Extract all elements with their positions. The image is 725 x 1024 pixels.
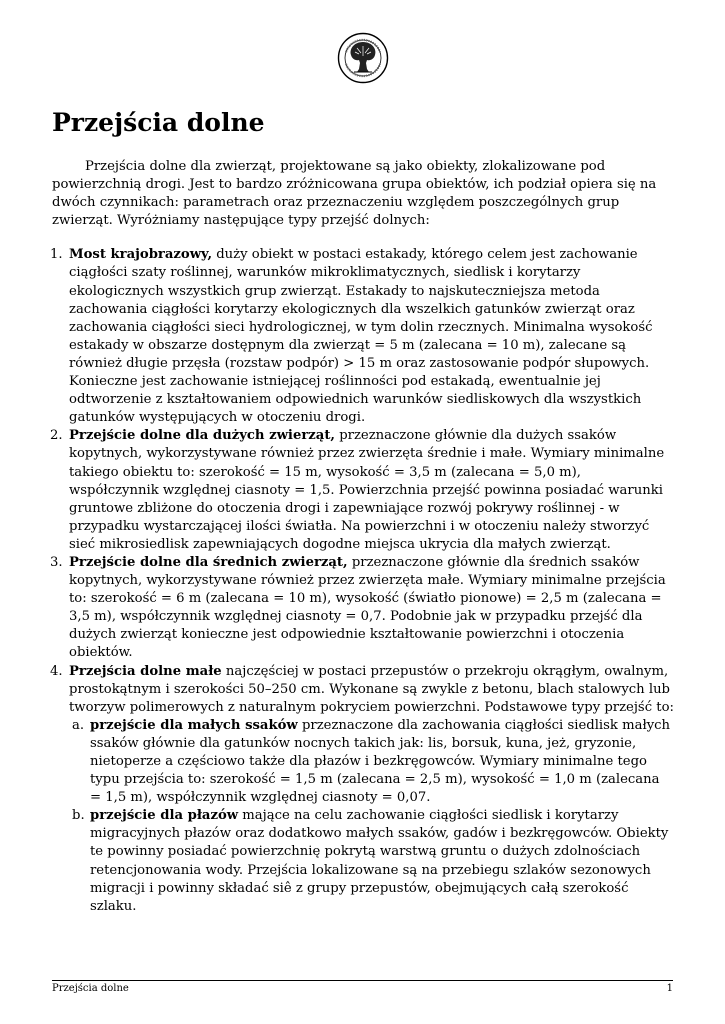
- tree-seal-icon: [337, 32, 389, 84]
- document-body: [52, 158, 674, 916]
- small-underpass-sublist: [69, 717, 674, 916]
- list-item-term: Przejścia dolne małe: [69, 663, 222, 679]
- sublist-item-term: przejście dla płazów: [90, 808, 239, 824]
- underpass-types-list: [52, 246, 674, 915]
- list-item-term: Przejście dolne dla średnich zwierząt,: [69, 554, 348, 570]
- list-item-term: Most krajobrazowy,: [69, 247, 213, 263]
- sublist-item-letter: a.: [72, 717, 85, 733]
- sublist-item: [69, 807, 674, 916]
- list-item-number: 2.: [50, 428, 63, 444]
- institution-seal-logo: [337, 32, 389, 84]
- list-item: [52, 663, 674, 916]
- sublist-item-text: przeznaczone dla zachowania ciągłości siedlisk małych ssaków głównie dla gatunków nocnych takich jak: lis, borsuk, kuna, jeż, gryzonie, nietoperze a częściowo także dla płazów i bezkręgowców. Wymiary minimalne tego typu przejścia to: szerokość = 1,5 m (zalecana = 2,5 m), wysokość = 1,0 m (zalecana = 1,5 m), współczynnik względnej ciasnoty = 0,07.: [90, 717, 671, 806]
- page-title: Przejścia dolne: [52, 108, 265, 137]
- intro-paragraph: Przejścia dolne dla zwierząt, projektowane są jako obiekty, zlokalizowane pod powierzchnią drogi. Jest to bardzo zróżnicowana grupa obiektów, ich podział opiera się na dwóch czynnikach: parametrach oraz przeznaczeniu względem poszczególnych grup zwierząt. Wyróżniamy następujące typy przejść dolnych:: [52, 159, 657, 229]
- footer-page-number: 1: [666, 983, 673, 994]
- sublist-item-letter: b.: [72, 808, 85, 824]
- footer-title: Przejścia dolne: [52, 983, 129, 994]
- list-item: [52, 427, 674, 554]
- list-item-text: przeznaczone głównie dla średnich ssaków kopytnych, wykorzystywane również przez zwierzęta małe. Wymiary minimalne przejścia to: szerokość = 6 m (zalecana = 10 m), wysokość (światło pionowe) = 2,5 m (zalecana = 3,5 m), współczynnik względnej ciasnoty = 0,7. Podobnie jak w przypadku przejść dla dużych zwierząt konieczne jest odpowiednie kształtowanie powierzchni i otoczenia obiektów.: [69, 554, 666, 661]
- sublist-item-text: mające na celu zachowanie ciągłości siedlisk i korytarzy migracyjnych płazów oraz dodatkowo małych ssaków, gadów i bezkręgowców. Obiekty te powinny posiadać powierzchnię pokrytą warstwą gruntu o dużych zdolnościach retencjonowania wody. Przejścia lokalizowane są na przebiegu szlaków sezonowych migracji i powinny składać siê z grupy przepustów, obejmujących całą szerokość szlaku.: [90, 808, 669, 914]
- list-item-text: przeznaczone głównie dla dużych ssaków kopytnych, wykorzystywane również przez zwierzęta średnie i małe. Wymiary minimalne takiego obiektu to: szerokość = 15 m, wysokość = 3,5 m (zalecana = 5,0 m), współczynnik względnej ciasnoty = 1,5. Powierzchnia przejść powinna posiadać warunki gruntowe zbliżone do otoczenia drogi i zapewniające rozwój pokrywy roślinnej - w przypadku wystarczającej ilości światła. Na powierzchni i w otoczeniu należy stworzyć sieć mikrosiedlisk zapewniających dogodne miejsca ukrycia dla małych zwierząt.: [69, 428, 665, 552]
- list-item: [52, 554, 674, 663]
- list-item-text: duży obiekt w postaci estakady, którego celem jest zachowanie ciągłości szaty roślinnej, warunków mikroklimatycznych, siedlisk i korytarzy ekologicznych wszystkich grup zwierząt. Estakady to najskuteczniejsza metoda zachowania ciągłości korytarzy ekologicznych dla wszelkich gatunków zwierząt oraz zachowania ciągłości sieci hydrologicznej, w tym dolin rzecznych. Minimalna wysokość estakady w obszarze dostępnym dla zwierząt = 5 m (zalecana = 10 m), zalecane są również długie przęsła (rozstaw podpór) > 15 m oraz zastosowanie podpór słupowych. Konieczne jest zachowanie istniejącej roślinności pod estakadą, ewentualnie jej odtworzenie z kształtowaniem odpowiednich warunków siedliskowych dla wszystkich gatunków występujących w otoczeniu drogi.: [69, 247, 653, 426]
- sublist-item: [69, 717, 674, 807]
- list-item-number: 1.: [50, 247, 63, 263]
- footer-divider: [52, 980, 673, 981]
- list-item: [52, 246, 674, 427]
- list-item-term: Przejście dolne dla dużych zwierząt,: [69, 428, 335, 444]
- list-item-number: 4.: [50, 663, 63, 679]
- sublist-item-term: przejście dla małych ssaków: [90, 717, 298, 733]
- list-item-text: najczęściej w postaci przepustów o przekroju okrągłym, owalnym, prostokątnym i szerokości 50–250 cm. Wykonane są zwykle z betonu, blach stalowych lub tworzyw polimerowych z naturalnym pokryciem powierzchni. Podstawowe typy przejść to:: [69, 663, 674, 715]
- list-item-number: 3.: [50, 554, 63, 570]
